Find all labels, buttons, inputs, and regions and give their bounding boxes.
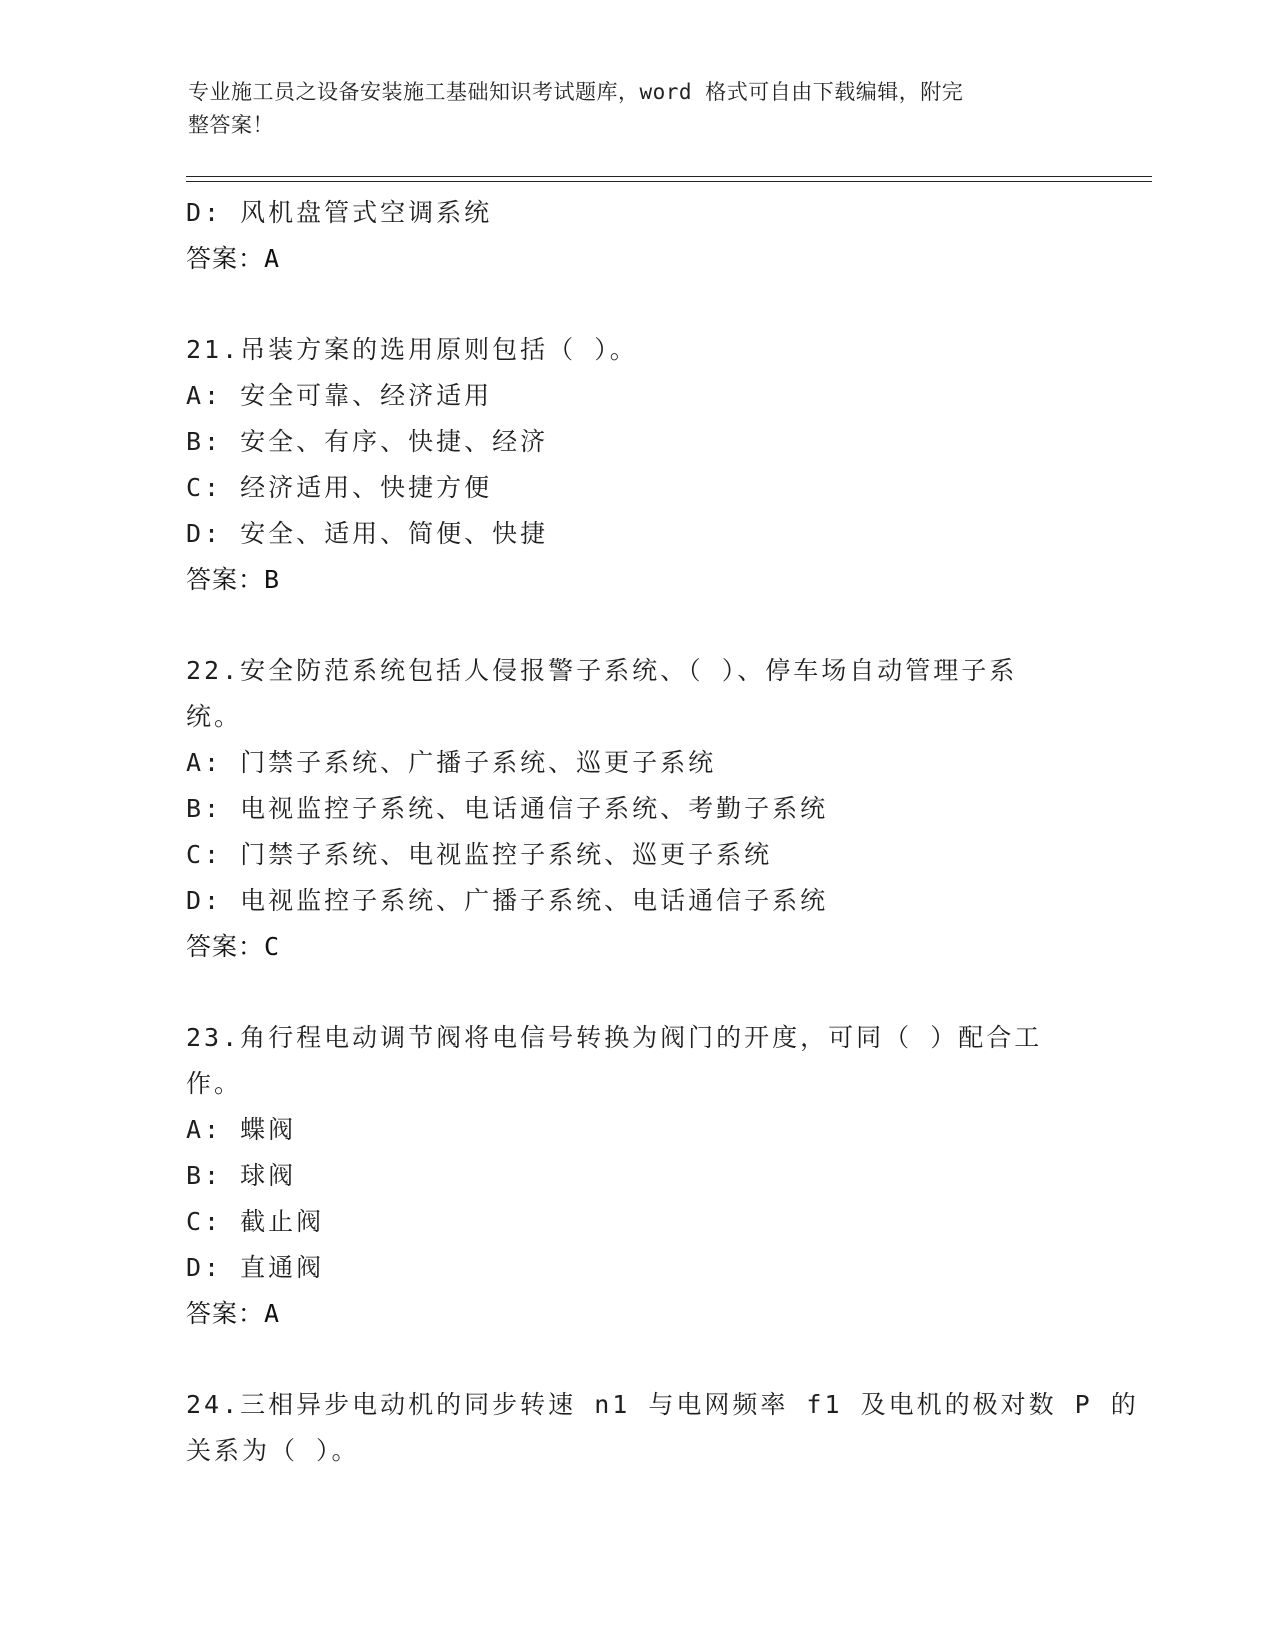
question-stem: 23.角行程电动调节阀将电信号转换为阀门的开度，可同（ ）配合工: [186, 1023, 1043, 1052]
option-d: D: 安全、适用、简便、快捷: [186, 519, 549, 548]
question-23: [186, 1015, 1086, 1337]
option-b: B: 电视监控子系统、电话通信子系统、考勤子系统: [186, 794, 829, 823]
option-b: B: 球阀: [186, 1161, 297, 1190]
answer-line: 答案：C: [186, 932, 281, 961]
question-stem-continued: 关系为（ ）。: [186, 1436, 360, 1465]
option-a: A: 蝶阀: [186, 1115, 297, 1144]
answer-line: 答案：A: [186, 1299, 281, 1328]
question-stem: 21.吊装方案的选用原则包括（ ）。: [186, 335, 638, 364]
question-21: [186, 327, 1086, 603]
option-c: C: 经济适用、快捷方便: [186, 473, 493, 502]
header-line-2: 整答案！: [188, 113, 274, 137]
question-22: [186, 648, 1086, 970]
question-20-tail: [186, 190, 1086, 282]
option-a: A: 安全可靠、经济适用: [186, 381, 493, 410]
document-header: [188, 76, 1068, 142]
spacer: [186, 970, 1086, 1015]
question-24: [186, 1382, 1139, 1474]
header-line-1: 专业施工员之设备安装施工基础知识考试题库，word 格式可自由下载编辑，附完: [188, 80, 964, 104]
option-d: D: 直通阀: [186, 1253, 325, 1282]
spacer: [186, 1337, 1086, 1382]
question-stem-continued: 作。: [186, 1069, 243, 1098]
spacer: [186, 282, 1086, 327]
spacer: [186, 603, 1086, 648]
header-divider-top: [186, 176, 1152, 177]
question-stem-continued: 统。: [186, 702, 243, 731]
option-c: C: 门禁子系统、电视监控子系统、巡更子系统: [186, 840, 773, 869]
question-stem: 22.安全防范系统包括人侵报警子系统、（ ）、停车场自动管理子系: [186, 656, 1018, 685]
option-a: A: 门禁子系统、广播子系统、巡更子系统: [186, 748, 717, 777]
option-c: C: 截止阀: [186, 1207, 325, 1236]
option-d: D: 风机盘管式空调系统: [186, 198, 493, 227]
option-b: B: 安全、有序、快捷、经济: [186, 427, 549, 456]
answer-line: 答案：B: [186, 565, 281, 594]
question-stem: 24.三相异步电动机的同步转速 n1 与电网频率 f1 及电机的极对数 P 的: [186, 1390, 1139, 1419]
header-divider-bottom: [186, 181, 1152, 182]
option-d: D: 电视监控子系统、广播子系统、电话通信子系统: [186, 886, 829, 915]
answer-line: 答案：A: [186, 244, 281, 273]
question-list: [186, 190, 1139, 1474]
